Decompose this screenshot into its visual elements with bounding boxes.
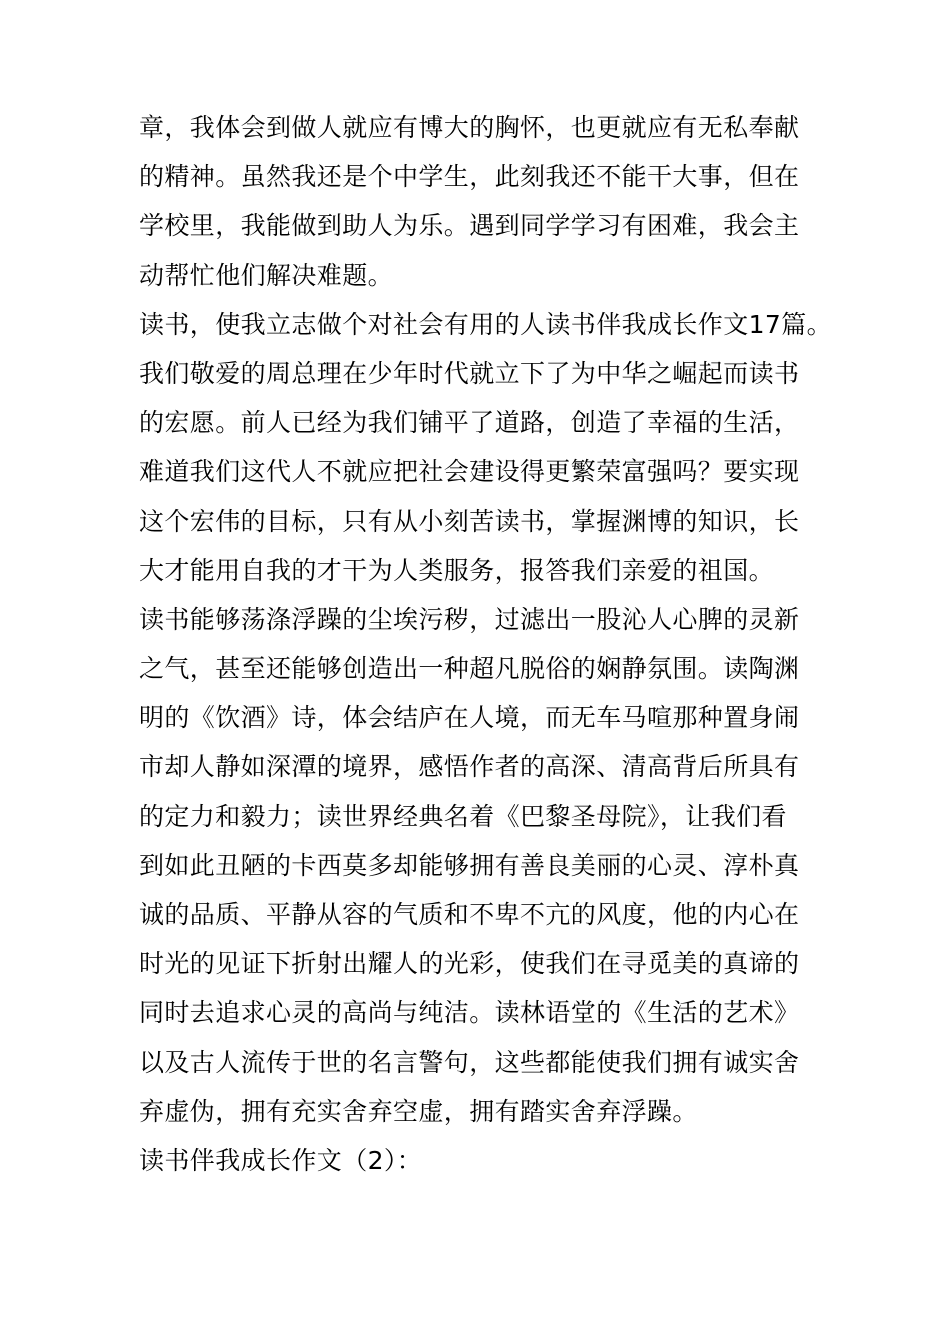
text-line: 动帮忙他们解决难题。 xyxy=(139,260,394,290)
text-line: 章，我体会到做人就应有博大的胸怀，也更就应有无私奉献 xyxy=(139,113,800,142)
text-line: 时光的见证下折射出耀人的光彩，使我们在寻觅美的真谛的 xyxy=(139,949,800,979)
text-line: 这个宏伟的目标，只有从小刻苦读书，掌握渊博的知识，长 xyxy=(139,506,800,536)
text-line: 的精神。虽然我还是个中学生，此刻我还不能干大事，但在 xyxy=(139,162,800,192)
text-line: 的宏愿。前人已经为我们铺平了道路，创造了幸福的生活， xyxy=(139,408,800,438)
section-heading: 读书伴我成长作文（2）： xyxy=(139,1145,423,1175)
text-line: 诚的品质、平静从容的气质和不卑不亢的风度，他的内心在 xyxy=(139,900,800,929)
text-line: 到如此丑陋的卡西莫多却能够拥有善良美丽的心灵、淳朴真 xyxy=(139,850,800,880)
text-line: 弃虚伪，拥有充实舍弃空虚，拥有踏实舍弃浮躁。 xyxy=(139,1096,698,1126)
text-line: 读书能够荡涤浮躁的尘埃污秽，过滤出一股沁人心脾的灵新 xyxy=(139,604,800,634)
text-line: 难道我们这代人不就应把社会建设得更繁荣富强吗？要实现 xyxy=(139,457,800,487)
text-line: 的定力和毅力；读世界经典名着《巴黎圣母院》，让我们看 xyxy=(139,801,787,831)
text-line: 市却人静如深潭的境界，感悟作者的高深、清高背后所具有 xyxy=(139,752,800,782)
text-line: 同时去追求心灵的高尚与纯洁。读林语堂的《生活的艺术》 xyxy=(139,998,800,1028)
text-line: 以及古人流传于世的名言警句，这些都能使我们拥有诚实舍 xyxy=(139,1047,800,1077)
text-line: 明的《饮酒》诗，体会结庐在人境，而无车马喧那种置身闹 xyxy=(139,703,800,733)
text-line: 之气，甚至还能够创造出一种超凡脱俗的娴静氛围。读陶渊 xyxy=(139,654,800,684)
text-line: 我们敬爱的周总理在少年时代就立下了为中华之崛起而读书 xyxy=(139,358,800,388)
text-line: 大才能用自我的才干为人类服务，报答我们亲爱的祖国。 xyxy=(139,555,775,585)
text-line: 学校里，我能做到助人为乐。遇到同学学习有困难，我会主 xyxy=(139,211,800,241)
body-text xyxy=(139,103,859,1185)
text-line: 读书，使我立志做个对社会有用的人读书伴我成长作文17篇。 xyxy=(139,309,833,339)
